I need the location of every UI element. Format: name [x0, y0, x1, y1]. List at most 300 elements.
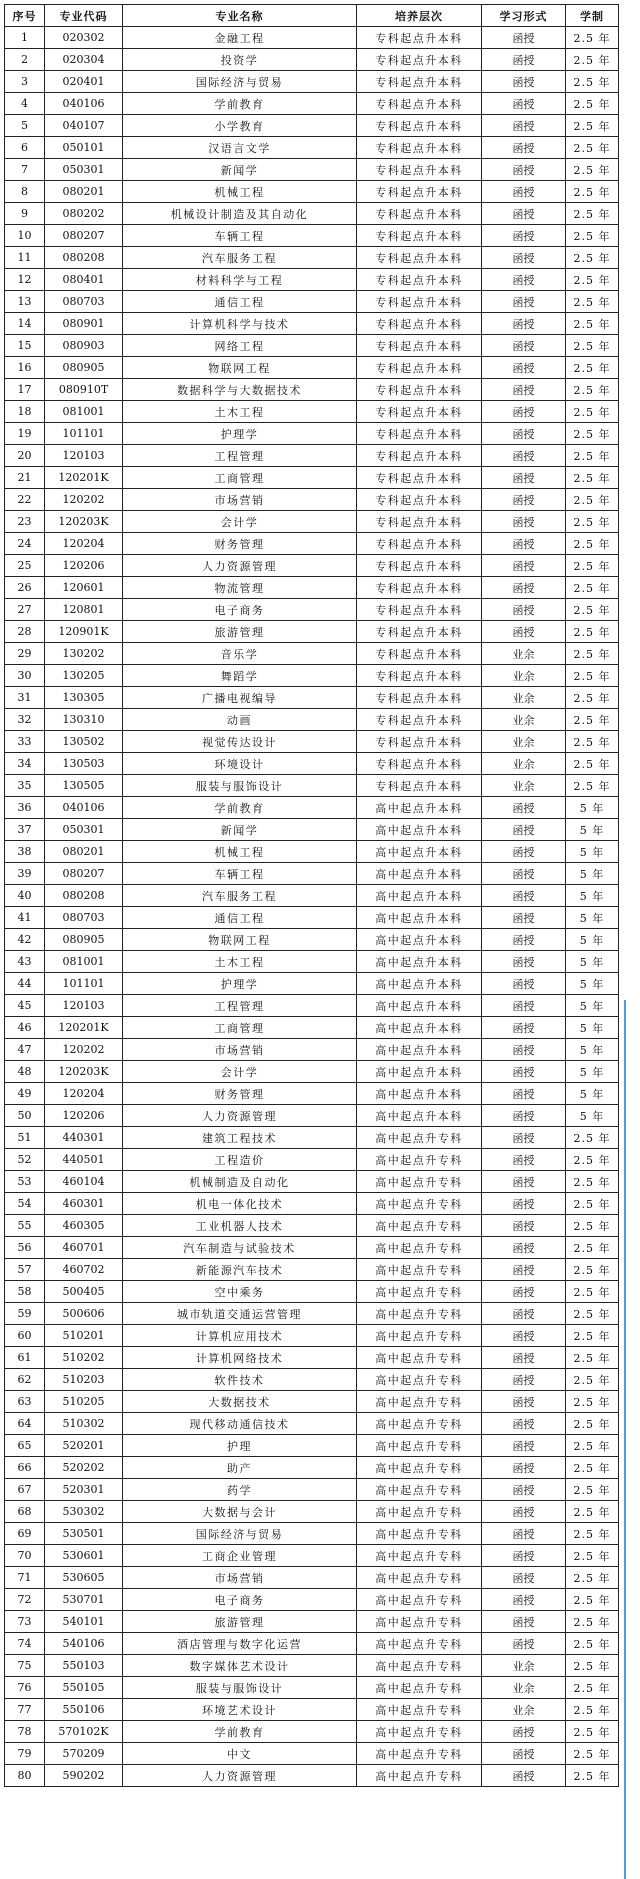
cell-name: 网络工程: [123, 335, 357, 357]
cell-level: 专科起点升本科: [357, 731, 482, 753]
cell-duration: 2.5 年: [566, 1127, 619, 1149]
cell-code: 120801: [45, 599, 123, 621]
cell-mode: 函授: [482, 907, 566, 929]
cell-code: 530302: [45, 1501, 123, 1523]
cell-name: 车辆工程: [123, 863, 357, 885]
cell-level: 专科起点升本科: [357, 489, 482, 511]
table-row: [5, 181, 619, 203]
cell-name: 工程造价: [123, 1149, 357, 1171]
cell-level: 高中起点升专科: [357, 1435, 482, 1457]
cell-name: 学前教育: [123, 1721, 357, 1743]
table-row: [5, 819, 619, 841]
table-row: [5, 423, 619, 445]
cell-code: 530701: [45, 1589, 123, 1611]
cell-name: 汽车制造与试验技术: [123, 1237, 357, 1259]
table-row: [5, 907, 619, 929]
cell-index: 50: [5, 1105, 45, 1127]
cell-code: 120206: [45, 1105, 123, 1127]
cell-code: 530501: [45, 1523, 123, 1545]
table-row: [5, 841, 619, 863]
cell-index: 21: [5, 467, 45, 489]
cell-index: 44: [5, 973, 45, 995]
table-row: [5, 93, 619, 115]
cell-name: 护理学: [123, 973, 357, 995]
cell-code: 590202: [45, 1765, 123, 1787]
cell-mode: 函授: [482, 555, 566, 577]
table-row: [5, 203, 619, 225]
cell-level: 高中起点升专科: [357, 1149, 482, 1171]
cell-name: 机械设计制造及其自动化: [123, 203, 357, 225]
cell-mode: 函授: [482, 577, 566, 599]
cell-level: 高中起点升专科: [357, 1171, 482, 1193]
cell-level: 高中起点升本科: [357, 907, 482, 929]
cell-name: 工程管理: [123, 445, 357, 467]
cell-level: 高中起点升本科: [357, 863, 482, 885]
table-row: [5, 1677, 619, 1699]
table-row: [5, 291, 619, 313]
cell-mode: 函授: [482, 1501, 566, 1523]
cell-name: 汽车服务工程: [123, 885, 357, 907]
cell-mode: 函授: [482, 1413, 566, 1435]
cell-mode: 函授: [482, 269, 566, 291]
cell-name: 人力资源管理: [123, 1765, 357, 1787]
cell-code: 570209: [45, 1743, 123, 1765]
cell-name: 数字媒体艺术设计: [123, 1655, 357, 1677]
cell-index: 54: [5, 1193, 45, 1215]
cell-mode: 函授: [482, 467, 566, 489]
cell-index: 19: [5, 423, 45, 445]
cell-duration: 2.5 年: [566, 93, 619, 115]
cell-duration: 2.5 年: [566, 269, 619, 291]
cell-level: 高中起点升专科: [357, 1479, 482, 1501]
cell-duration: 2.5 年: [566, 1721, 619, 1743]
table-row: [5, 731, 619, 753]
cell-code: 050301: [45, 159, 123, 181]
cell-duration: 2.5 年: [566, 1677, 619, 1699]
cell-name: 机械工程: [123, 181, 357, 203]
cell-duration: 2.5 年: [566, 1589, 619, 1611]
cell-index: 27: [5, 599, 45, 621]
cell-level: 专科起点升本科: [357, 643, 482, 665]
cell-duration: 2.5 年: [566, 621, 619, 643]
cell-duration: 2.5 年: [566, 313, 619, 335]
cell-name: 广播电视编导: [123, 687, 357, 709]
cell-mode: 函授: [482, 247, 566, 269]
cell-index: 7: [5, 159, 45, 181]
cell-mode: 函授: [482, 1105, 566, 1127]
cell-index: 45: [5, 995, 45, 1017]
cell-duration: 2.5 年: [566, 533, 619, 555]
cell-level: 专科起点升本科: [357, 753, 482, 775]
cell-index: 26: [5, 577, 45, 599]
table-row: [5, 1259, 619, 1281]
cell-duration: 2.5 年: [566, 291, 619, 313]
cell-mode: 函授: [482, 1743, 566, 1765]
table-row: [5, 753, 619, 775]
cell-mode: 业余: [482, 1655, 566, 1677]
cell-index: 2: [5, 49, 45, 71]
table-row: [5, 467, 619, 489]
cell-index: 46: [5, 1017, 45, 1039]
cell-duration: 2.5 年: [566, 181, 619, 203]
cell-name: 市场营销: [123, 489, 357, 511]
cell-level: 高中起点升专科: [357, 1765, 482, 1787]
cell-name: 通信工程: [123, 291, 357, 313]
cell-name: 人力资源管理: [123, 1105, 357, 1127]
cell-level: 高中起点升本科: [357, 819, 482, 841]
cell-duration: 2.5 年: [566, 1633, 619, 1655]
cell-mode: 函授: [482, 1545, 566, 1567]
cell-name: 数据科学与大数据技术: [123, 379, 357, 401]
cell-mode: 函授: [482, 1281, 566, 1303]
cell-name: 新能源汽车技术: [123, 1259, 357, 1281]
cell-duration: 2.5 年: [566, 599, 619, 621]
cell-name: 物联网工程: [123, 929, 357, 951]
cell-duration: 2.5 年: [566, 115, 619, 137]
cell-level: 专科起点升本科: [357, 291, 482, 313]
cell-duration: 2.5 年: [566, 775, 619, 797]
cell-index: 71: [5, 1567, 45, 1589]
cell-name: 物流管理: [123, 577, 357, 599]
cell-index: 61: [5, 1347, 45, 1369]
cell-code: 050301: [45, 819, 123, 841]
cell-index: 59: [5, 1303, 45, 1325]
cell-index: 51: [5, 1127, 45, 1149]
cell-level: 高中起点升本科: [357, 929, 482, 951]
table-row: [5, 687, 619, 709]
program-table-container: [4, 4, 619, 1787]
cell-code: 120201K: [45, 1017, 123, 1039]
cell-level: 专科起点升本科: [357, 511, 482, 533]
cell-name: 电子商务: [123, 1589, 357, 1611]
table-row: [5, 445, 619, 467]
cell-mode: 函授: [482, 797, 566, 819]
cell-level: 专科起点升本科: [357, 555, 482, 577]
cell-index: 35: [5, 775, 45, 797]
cell-mode: 函授: [482, 445, 566, 467]
cell-level: 高中起点升本科: [357, 1105, 482, 1127]
cell-code: 120204: [45, 533, 123, 555]
cell-mode: 函授: [482, 115, 566, 137]
cell-mode: 业余: [482, 775, 566, 797]
cell-code: 120103: [45, 995, 123, 1017]
cell-duration: 2.5 年: [566, 1149, 619, 1171]
cell-mode: 函授: [482, 1765, 566, 1787]
cell-level: 专科起点升本科: [357, 203, 482, 225]
cell-code: 120202: [45, 489, 123, 511]
cell-name: 机械工程: [123, 841, 357, 863]
cell-name: 新闻学: [123, 819, 357, 841]
cell-index: 77: [5, 1699, 45, 1721]
cell-level: 高中起点升专科: [357, 1589, 482, 1611]
cell-index: 47: [5, 1039, 45, 1061]
cell-duration: 5 年: [566, 863, 619, 885]
cell-name: 新闻学: [123, 159, 357, 181]
cell-duration: 5 年: [566, 885, 619, 907]
cell-code: 130202: [45, 643, 123, 665]
header-mode: 学习形式: [482, 5, 566, 27]
cell-duration: 2.5 年: [566, 489, 619, 511]
cell-duration: 2.5 年: [566, 1325, 619, 1347]
header-name: 专业名称: [123, 5, 357, 27]
cell-duration: 2.5 年: [566, 1699, 619, 1721]
cell-duration: 2.5 年: [566, 1479, 619, 1501]
cell-duration: 2.5 年: [566, 159, 619, 181]
table-row: [5, 1017, 619, 1039]
cell-index: 70: [5, 1545, 45, 1567]
cell-index: 78: [5, 1721, 45, 1743]
cell-mode: 业余: [482, 709, 566, 731]
cell-name: 车辆工程: [123, 225, 357, 247]
cell-level: 专科起点升本科: [357, 599, 482, 621]
cell-duration: 2.5 年: [566, 1501, 619, 1523]
table-row: [5, 115, 619, 137]
table-row: [5, 1105, 619, 1127]
cell-index: 17: [5, 379, 45, 401]
cell-duration: 2.5 年: [566, 137, 619, 159]
cell-code: 080401: [45, 269, 123, 291]
cell-name: 旅游管理: [123, 1611, 357, 1633]
table-row: [5, 357, 619, 379]
cell-index: 62: [5, 1369, 45, 1391]
cell-duration: 2.5 年: [566, 1215, 619, 1237]
cell-code: 101101: [45, 423, 123, 445]
cell-code: 530601: [45, 1545, 123, 1567]
table-row: [5, 643, 619, 665]
cell-name: 工程管理: [123, 995, 357, 1017]
cell-name: 国际经济与贸易: [123, 71, 357, 93]
cell-mode: 函授: [482, 93, 566, 115]
cell-mode: 函授: [482, 291, 566, 313]
table-row: [5, 313, 619, 335]
cell-code: 440501: [45, 1149, 123, 1171]
cell-name: 电子商务: [123, 599, 357, 621]
cell-duration: 5 年: [566, 819, 619, 841]
cell-name: 空中乘务: [123, 1281, 357, 1303]
cell-name: 工商管理: [123, 1017, 357, 1039]
cell-index: 49: [5, 1083, 45, 1105]
cell-code: 510302: [45, 1413, 123, 1435]
cell-name: 工业机器人技术: [123, 1215, 357, 1237]
cell-duration: 2.5 年: [566, 445, 619, 467]
cell-code: 120203K: [45, 511, 123, 533]
cell-index: 33: [5, 731, 45, 753]
cell-code: 081001: [45, 401, 123, 423]
table-row: [5, 137, 619, 159]
cell-level: 高中起点升专科: [357, 1545, 482, 1567]
cell-duration: 2.5 年: [566, 1171, 619, 1193]
cell-mode: 函授: [482, 313, 566, 335]
cell-duration: 2.5 年: [566, 555, 619, 577]
cell-code: 520201: [45, 1435, 123, 1457]
cell-index: 72: [5, 1589, 45, 1611]
cell-code: 120204: [45, 1083, 123, 1105]
cell-duration: 2.5 年: [566, 1281, 619, 1303]
cell-duration: 2.5 年: [566, 247, 619, 269]
cell-index: 56: [5, 1237, 45, 1259]
cell-duration: 2.5 年: [566, 1765, 619, 1787]
cell-code: 080208: [45, 247, 123, 269]
cell-mode: 函授: [482, 423, 566, 445]
cell-mode: 函授: [482, 1017, 566, 1039]
cell-mode: 函授: [482, 1479, 566, 1501]
cell-duration: 5 年: [566, 1083, 619, 1105]
cell-level: 高中起点升专科: [357, 1369, 482, 1391]
cell-level: 专科起点升本科: [357, 269, 482, 291]
header-code: 专业代码: [45, 5, 123, 27]
cell-duration: 2.5 年: [566, 423, 619, 445]
cell-index: 79: [5, 1743, 45, 1765]
cell-name: 舞蹈学: [123, 665, 357, 687]
cell-level: 专科起点升本科: [357, 181, 482, 203]
cell-duration: 5 年: [566, 1017, 619, 1039]
cell-index: 65: [5, 1435, 45, 1457]
cell-level: 高中起点升专科: [357, 1611, 482, 1633]
table-body: [5, 27, 619, 1787]
cell-index: 25: [5, 555, 45, 577]
cell-level: 高中起点升专科: [357, 1633, 482, 1655]
cell-name: 建筑工程技术: [123, 1127, 357, 1149]
cell-code: 080208: [45, 885, 123, 907]
table-row: [5, 247, 619, 269]
cell-duration: 2.5 年: [566, 709, 619, 731]
table-row: [5, 709, 619, 731]
cell-name: 助产: [123, 1457, 357, 1479]
cell-level: 专科起点升本科: [357, 709, 482, 731]
cell-code: 520202: [45, 1457, 123, 1479]
cell-code: 510203: [45, 1369, 123, 1391]
cell-duration: 2.5 年: [566, 1457, 619, 1479]
cell-duration: 2.5 年: [566, 71, 619, 93]
cell-duration: 2.5 年: [566, 27, 619, 49]
cell-level: 专科起点升本科: [357, 115, 482, 137]
cell-name: 市场营销: [123, 1567, 357, 1589]
cell-code: 080201: [45, 841, 123, 863]
header-duration: 学制: [566, 5, 619, 27]
cell-code: 080207: [45, 863, 123, 885]
table-row: [5, 1413, 619, 1435]
table-row: [5, 885, 619, 907]
cell-level: 高中起点升专科: [357, 1303, 482, 1325]
cell-index: 38: [5, 841, 45, 863]
cell-mode: 函授: [482, 511, 566, 533]
table-row: [5, 621, 619, 643]
table-row: [5, 1083, 619, 1105]
cell-code: 460301: [45, 1193, 123, 1215]
cell-code: 510205: [45, 1391, 123, 1413]
cell-code: 040106: [45, 797, 123, 819]
cell-mode: 函授: [482, 819, 566, 841]
cell-code: 500405: [45, 1281, 123, 1303]
cell-code: 130505: [45, 775, 123, 797]
cell-index: 76: [5, 1677, 45, 1699]
cell-level: 专科起点升本科: [357, 687, 482, 709]
cell-index: 41: [5, 907, 45, 929]
cell-index: 11: [5, 247, 45, 269]
cell-index: 15: [5, 335, 45, 357]
cell-index: 68: [5, 1501, 45, 1523]
cell-duration: 5 年: [566, 929, 619, 951]
cell-index: 69: [5, 1523, 45, 1545]
cell-index: 66: [5, 1457, 45, 1479]
cell-code: 460305: [45, 1215, 123, 1237]
cell-mode: 函授: [482, 1237, 566, 1259]
cell-level: 专科起点升本科: [357, 533, 482, 555]
cell-duration: 2.5 年: [566, 225, 619, 247]
cell-index: 64: [5, 1413, 45, 1435]
cell-name: 学前教育: [123, 93, 357, 115]
cell-index: 3: [5, 71, 45, 93]
cell-level: 高中起点升本科: [357, 841, 482, 863]
cell-mode: 函授: [482, 1369, 566, 1391]
table-row: [5, 1391, 619, 1413]
table-row: [5, 1215, 619, 1237]
table-row: [5, 1611, 619, 1633]
cell-mode: 函授: [482, 489, 566, 511]
cell-mode: 函授: [482, 71, 566, 93]
table-row: [5, 797, 619, 819]
cell-name: 计算机应用技术: [123, 1325, 357, 1347]
cell-mode: 函授: [482, 379, 566, 401]
table-row: [5, 1281, 619, 1303]
cell-duration: 5 年: [566, 1105, 619, 1127]
cell-code: 081001: [45, 951, 123, 973]
cell-duration: 5 年: [566, 1061, 619, 1083]
table-row: [5, 1369, 619, 1391]
table-row: [5, 1435, 619, 1457]
cell-mode: 函授: [482, 401, 566, 423]
cell-level: 专科起点升本科: [357, 71, 482, 93]
cell-level: 高中起点升本科: [357, 885, 482, 907]
cell-level: 高中起点升专科: [357, 1237, 482, 1259]
cell-code: 120601: [45, 577, 123, 599]
cell-level: 高中起点升本科: [357, 1061, 482, 1083]
cell-level: 专科起点升本科: [357, 159, 482, 181]
cell-level: 高中起点升本科: [357, 1017, 482, 1039]
cell-code: 460701: [45, 1237, 123, 1259]
cell-mode: 函授: [482, 225, 566, 247]
cell-mode: 函授: [482, 1633, 566, 1655]
page-edge-accent: [624, 1000, 626, 1879]
cell-index: 52: [5, 1149, 45, 1171]
cell-level: 专科起点升本科: [357, 225, 482, 247]
table-row: [5, 1589, 619, 1611]
cell-mode: 函授: [482, 1039, 566, 1061]
cell-code: 520301: [45, 1479, 123, 1501]
table-row: [5, 159, 619, 181]
cell-mode: 函授: [482, 621, 566, 643]
cell-name: 护理: [123, 1435, 357, 1457]
cell-index: 22: [5, 489, 45, 511]
cell-index: 39: [5, 863, 45, 885]
cell-code: 120201K: [45, 467, 123, 489]
cell-code: 080703: [45, 291, 123, 313]
cell-level: 高中起点升专科: [357, 1127, 482, 1149]
table-row: [5, 1149, 619, 1171]
cell-mode: 函授: [482, 929, 566, 951]
cell-code: 540101: [45, 1611, 123, 1633]
table-row: [5, 335, 619, 357]
cell-name: 大数据与会计: [123, 1501, 357, 1523]
table-row: [5, 555, 619, 577]
cell-duration: 2.5 年: [566, 577, 619, 599]
cell-index: 13: [5, 291, 45, 313]
program-table: [4, 4, 619, 1787]
cell-code: 130503: [45, 753, 123, 775]
cell-index: 34: [5, 753, 45, 775]
cell-index: 18: [5, 401, 45, 423]
cell-index: 8: [5, 181, 45, 203]
